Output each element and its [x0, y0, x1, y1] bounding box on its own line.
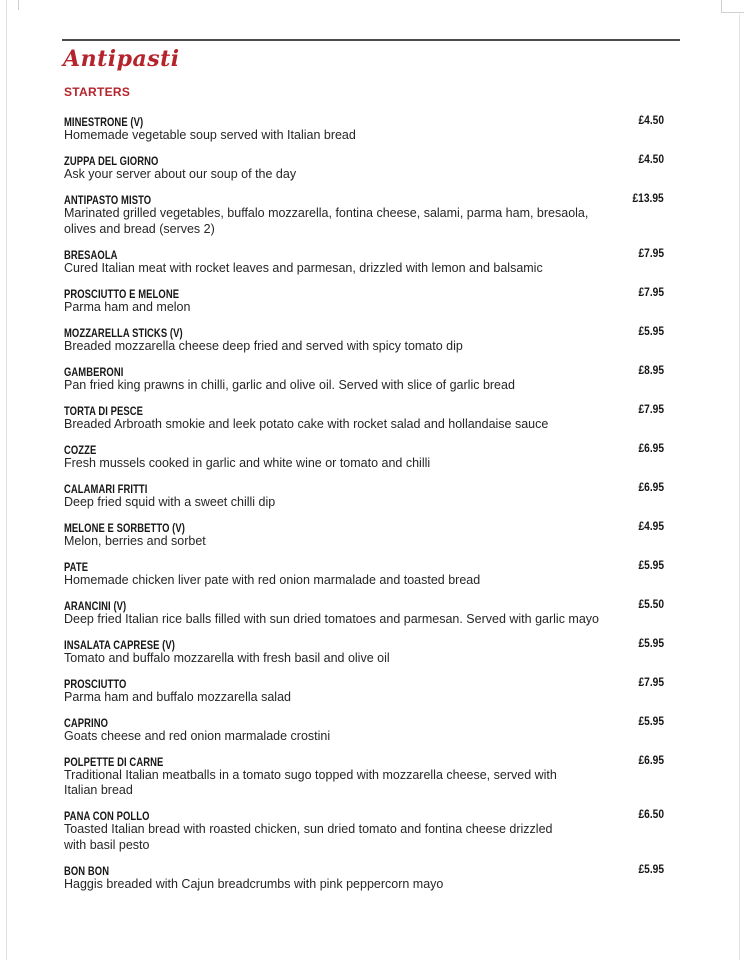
item-description: Haggis breaded with Cajun breadcrumbs with pink peppercorn mayo — [64, 876, 444, 891]
menu-item — [64, 191, 664, 237]
item-name: ANTIPASTO MISTO — [64, 195, 152, 207]
item-name: BRESAOLA — [64, 249, 118, 262]
item-description: Goats cheese and red onion marmalade crostini — [64, 728, 331, 743]
item-price: £7.95 — [638, 284, 664, 299]
item-price: £6.95 — [638, 440, 664, 455]
item-description: Ask your server about our soup of the day — [64, 167, 297, 181]
top-rule — [62, 39, 680, 41]
menu-item — [64, 285, 664, 316]
item-name: COZZE — [64, 444, 97, 457]
item-description: Fresh mussels cooked in garlic and white wine or tomato and chilli — [64, 455, 431, 470]
item-price: £6.50 — [638, 807, 664, 821]
item-description: Pan fried king prawns in chilli, garlic and olive oil. Served with slice of garlic bread — [64, 377, 515, 392]
item-description: Deep fried Italian rice balls filled with sun dried tomatoes and parmesan. Served with garlic mayo — [64, 611, 599, 626]
item-price: £4.50 — [638, 152, 664, 166]
item-name: MELONE E SORBETTO (V) — [64, 522, 186, 535]
item-description: Breaded Arbroath smokie and leek potato cake with rocket salad and hollandaise sauce — [64, 416, 549, 431]
item-price: £5.95 — [638, 557, 664, 572]
menu-item — [64, 675, 664, 706]
item-price: £8.95 — [638, 362, 664, 377]
page-edge-left — [6, 0, 7, 960]
item-name: TORTA DI PESCE — [64, 405, 144, 418]
item-description: Toasted Italian bread with roasted chicken, sun dried tomato and fontina cheese drizzled with basil pesto — [64, 822, 553, 852]
menu-item — [64, 558, 664, 589]
item-price: £7.95 — [638, 401, 664, 416]
page-edge-right — [739, 14, 740, 960]
menu-item — [64, 441, 664, 472]
item-description: Homemade chicken liver pate with red onion marmalade and toasted bread — [64, 572, 481, 587]
menu-item — [64, 807, 664, 853]
menu-item — [64, 519, 664, 550]
item-name: MOZZARELLA STICKS (V) — [64, 327, 183, 340]
item-name: PROSCIUTTO — [64, 678, 127, 691]
menu-item — [64, 862, 664, 893]
item-name: MINESTRONE (V) — [64, 117, 144, 129]
item-name: INSALATA CAPRESE (V) — [64, 639, 175, 652]
menu-item — [64, 113, 664, 144]
item-description: Marinated grilled vegetables, buffalo mozzarella, fontina cheese, salami, parma ham, bresaola, olives and bread (serves 2) — [64, 206, 589, 236]
menu-item — [64, 324, 664, 355]
item-price: £7.95 — [638, 674, 664, 689]
item-price: £5.95 — [638, 635, 664, 650]
menu-item — [64, 714, 664, 745]
menu-item — [64, 246, 664, 277]
item-price: £5.95 — [638, 713, 664, 728]
item-price: £4.50 — [638, 113, 664, 127]
section-subtitle: STARTERS — [64, 85, 131, 99]
item-price: £6.95 — [638, 479, 664, 494]
item-description: Melon, berries and sorbet — [64, 533, 206, 548]
item-description: Homemade vegetable soup served with Italian bread — [64, 128, 356, 142]
item-name: BON BON — [64, 865, 110, 878]
item-price: £5.95 — [638, 323, 664, 338]
menu-item — [64, 363, 664, 394]
page-corner-left — [0, 0, 19, 10]
item-description: Tomato and buffalo mozzarella with fresh basil and olive oil — [64, 650, 390, 665]
item-description: Breaded mozzarella cheese deep fried and served with spicy tomato dip — [64, 338, 463, 353]
menu-list — [64, 113, 664, 901]
menu-item — [64, 480, 664, 511]
item-price: £13.95 — [632, 191, 664, 205]
item-name: POLPETTE DI CARNE — [64, 756, 164, 769]
item-name: PANA CON POLLO — [64, 811, 150, 823]
menu-item — [64, 753, 664, 799]
item-name: PROSCIUTTO E MELONE — [64, 288, 180, 301]
menu-item — [64, 636, 664, 667]
item-name: ZUPPA DEL GIORNO — [64, 156, 159, 168]
item-price: £6.95 — [638, 752, 664, 767]
item-name: ARANCINI (V) — [64, 600, 127, 613]
menu-item — [64, 152, 664, 183]
item-description: Traditional Italian meatballs in a tomato sugo topped with mozzarella cheese, served with Italian bread — [64, 767, 557, 797]
item-price: £5.95 — [638, 861, 664, 876]
item-description: Deep fried squid with a sweet chilli dip — [64, 494, 276, 509]
item-description: Parma ham and buffalo mozzarella salad — [64, 689, 291, 704]
item-name: CALAMARI FRITTI — [64, 483, 148, 496]
item-price: £5.50 — [638, 596, 664, 611]
item-name: CAPRINO — [64, 717, 109, 730]
item-description: Parma ham and melon — [64, 299, 191, 314]
page-corner-right — [721, 0, 744, 13]
item-name: GAMBERONI — [64, 366, 124, 379]
menu-item — [64, 597, 664, 628]
item-name: PATE — [64, 561, 89, 574]
item-price: £4.95 — [638, 518, 664, 533]
item-price: £7.95 — [638, 245, 664, 260]
item-description: Cured Italian meat with rocket leaves and parmesan, drizzled with lemon and balsamic — [64, 260, 543, 275]
menu-item — [64, 402, 664, 433]
section-title: Antipasti — [63, 46, 180, 72]
